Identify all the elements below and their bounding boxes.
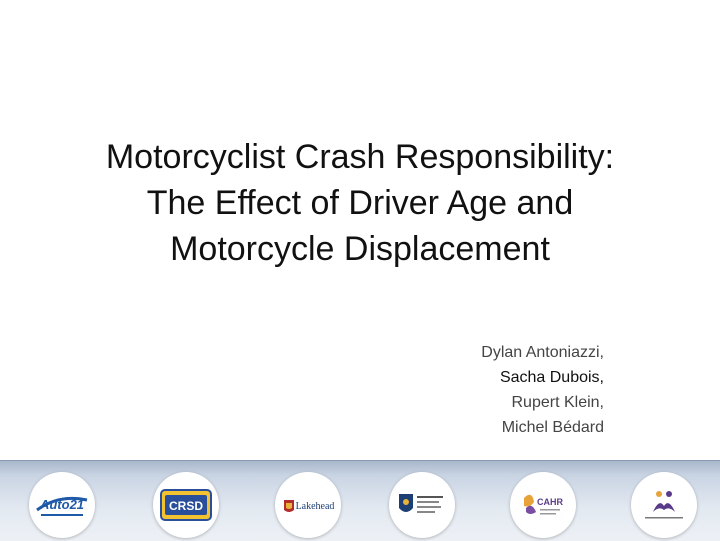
crsd-logo-text: CRSD [168,499,204,513]
auto21-logo [29,472,95,538]
auto21-logo-text: Auto21 [39,497,85,512]
author-2: Sacha Dubois, [499,369,604,386]
cahr-logo-text: CAHR [537,497,563,507]
crsd-plate-logo [153,472,219,538]
slide-title [40,134,680,272]
title-line-2: The Effect of Driver Age and [146,184,574,222]
st-josephs-logo [631,472,697,538]
logo-bar [0,460,720,541]
university-crest-logo [389,472,455,538]
lakehead-logo-text: Lakehead [295,501,335,512]
lakehead-logo [275,472,341,538]
title-line-3: Motorcycle Displacement [170,230,550,268]
cahr-logo [510,472,576,538]
author-1: Dylan Antoniazzi, [481,344,604,361]
author-list [481,340,604,440]
author-3: Rupert Klein, [511,394,604,411]
author-4: Michel Bédard [501,419,604,436]
title-line-1: Motorcyclist Crash Responsibility: [105,138,615,176]
